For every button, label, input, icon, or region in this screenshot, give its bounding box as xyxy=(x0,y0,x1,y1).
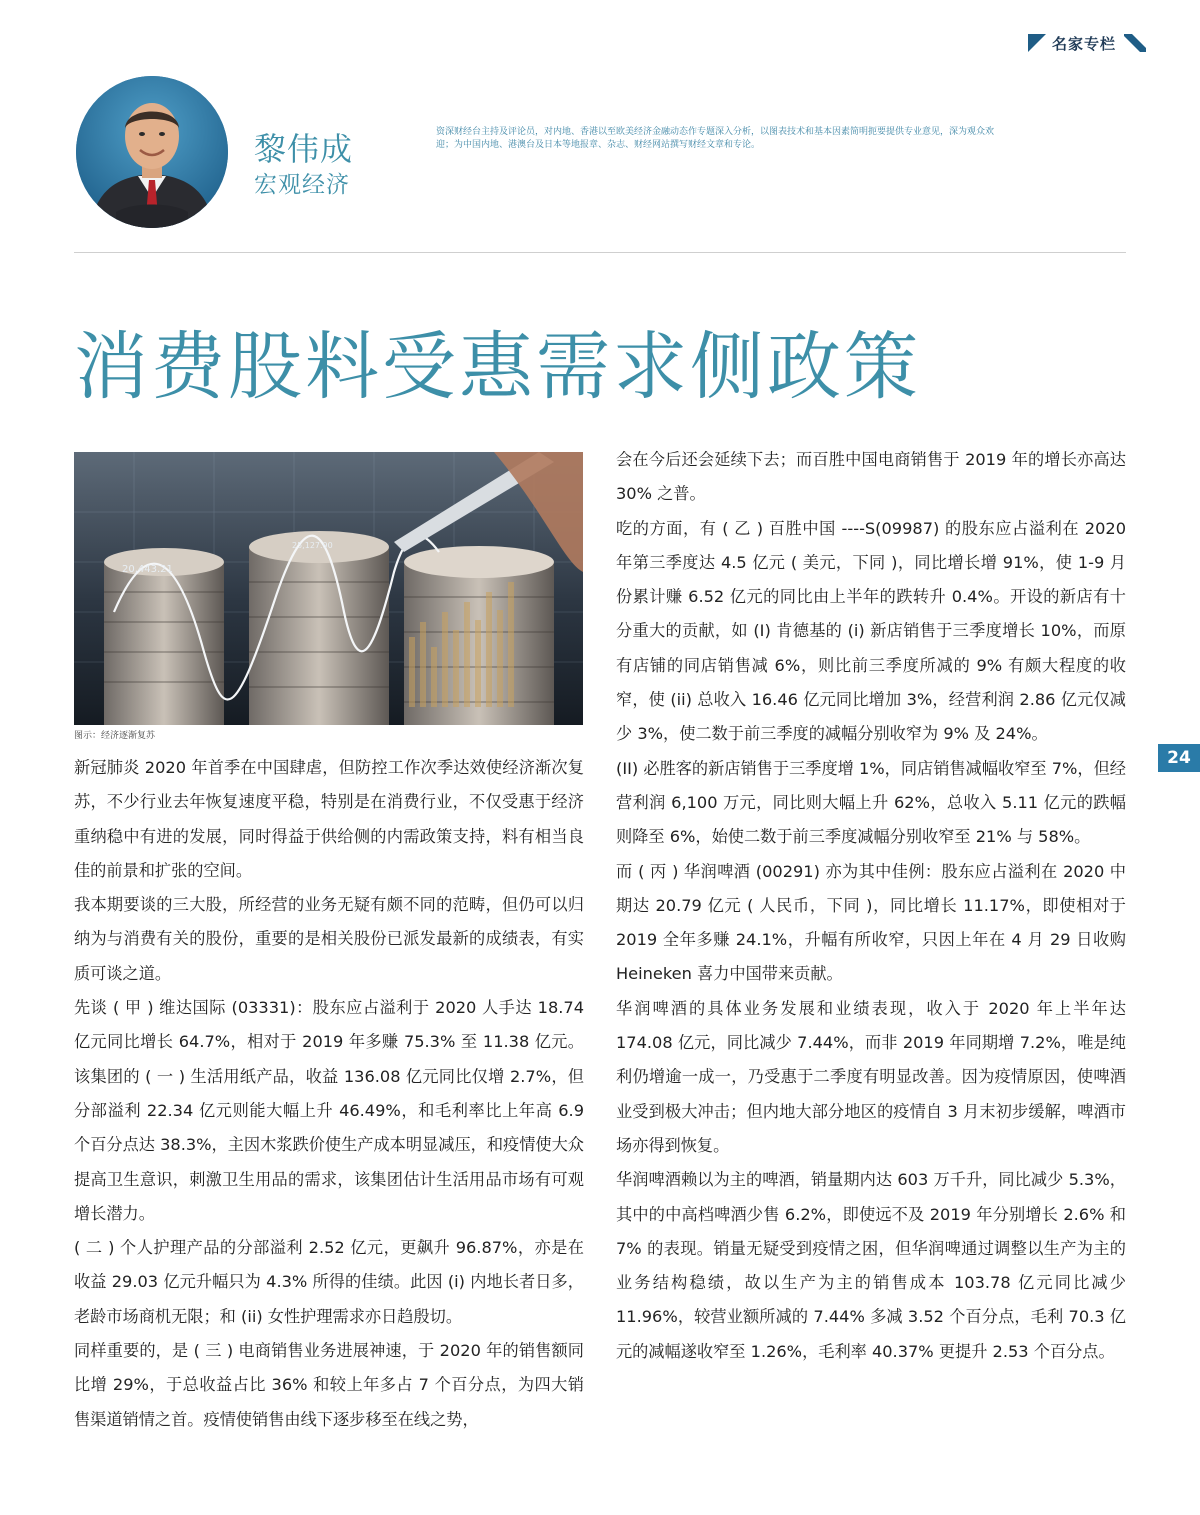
paragraph: 华润啤酒的具体业务发展和业绩表现，收入于 2020 年上半年达 174.08 亿元，同比减少 7.44%，而非 2019 年同期增 7.2%，唯是纯利仍增逾一成一，乃受惠于二季度有明显改善。因为疫情原因，使啤酒业受到极大冲击；但内地大部分地区的疫情自 3 月末初步缓解，啤酒市场亦得到恢复。 xyxy=(616,998,1126,1155)
paragraph: 而 ( 丙 ) 华润啤酒 (00291) 亦为其中佳例：股东应占溢利在 2020 中期达 20.79 亿元 ( 人民币，下同 )，同比增长 11.17%，即使相对于 2019 全年多赚 24.1%，升幅有所收窄，只因上年在 4 月 29 日收购 Heineken 喜力中国带来贡献。 xyxy=(616,861,1126,984)
author-field: 宏观经济 xyxy=(254,172,350,198)
paragraph: 华润啤酒赖以为主的啤酒，销量期内达 603 万千升，同比减少 5.3%，其中的中高档啤酒少售 6.2%，即使远不及 2019 年分别增长 2.6% 和 7% 的表现。销量无疑受到疫情之困，但华润啤通过调整以生产为主的业务结构稳绩，故以生产为主的销售成本 103.78 亿元同比减少 11.96%，较营业额所减的 7.44% 多减 3.52 个百分点，毛利 70.3 亿元的减幅遂收窄至 1.26%，毛利率 40.37% 更提升 2.53 个百分点。 xyxy=(616,1170,1126,1361)
coins-chart-illustration xyxy=(74,452,583,725)
paragraph: 先谈 ( 甲 ) 维达国际 (03331)：股东应占溢利于 2020 人手达 18.74 亿元同比增长 64.7%，相对于 2019 年多赚 75.3% 至 11.38 亿元。该集团的 ( 一 ) 生活用纸产品，收益 136.08 亿元同比仅增 2.7%，但分部溢利 22.34 亿元则能大幅上升 46.49%，和毛利率比上年高 6.9 个百分点达 38.3%，主因木浆跌价使生产成本明显减压，和疫情使大众提高卫生意识，刺激卫生用品的需求，该集团估计生活用品市场有可观增长潜力。 xyxy=(74,998,584,1223)
column-badge xyxy=(1028,32,1146,56)
article-column-right xyxy=(616,443,1126,1369)
paragraph: 新冠肺炎 2020 年首季在中国肆虐，但防控工作次季达效使经济渐次复苏，不少行业去年恢复速度平稳，特别是在消费行业，不仅受惠于经济重纳稳中有进的发展，同时得益于供给侧的内需政策支持，料有相当良佳的前景和扩张的空间。 xyxy=(74,758,584,880)
author-bio: 资深财经台主持及评论员，对内地、香港以至欧美经济金融动态作专题深入分析，以图表技术和基本因素简明扼要提供专业意见，深为观众欢迎；为中国内地、港澳台及日本等地报章、杂志、财经网站撰写财经文章和专论。 xyxy=(436,127,995,150)
author-portrait xyxy=(76,76,228,228)
badge-left-mark xyxy=(1028,34,1046,52)
article-photo xyxy=(74,452,583,725)
column-label: 名家专栏 xyxy=(1052,35,1117,53)
photo-caption: 图示：经济逐渐复苏 xyxy=(74,731,156,741)
paragraph: 我本期要谈的三大股，所经营的业务无疑有颇不同的范畴，但仍可以归纳为与消费有关的股份，重要的是相关股份已派发最新的成绩表，有实质可谈之道。 xyxy=(74,895,584,983)
badge-right-mark xyxy=(1124,34,1146,52)
author-name: 黎伟成 xyxy=(254,130,354,168)
photo-number-2: 25,127.90 xyxy=(292,541,333,550)
article-title: 消费股料受惠需求侧政策 xyxy=(74,324,921,410)
page-number: 24 xyxy=(1158,744,1200,772)
paragraph: (II) 必胜客的新店销售于三季度增 1%，同店销售减幅收窄至 7%，但经营利润 6,100 万元，同比则大幅上升 62%，总收入 5.11 亿元的跌幅则降至 6%，始使二数于前三季度减幅分别收窄至 21% 与 58%。 xyxy=(616,758,1126,847)
header-divider xyxy=(74,252,1126,253)
photo-number-1: 20,443.21 xyxy=(122,564,173,575)
paragraph: 吃的方面，有 ( 乙 ) 百胜中国 ----S(09987) 的股东应占溢利在 2020 年第三季度达 4.5 亿元 ( 美元，下同 )，同比增长增 91%，使 1-9 月份累计赚 6.52 亿元的同比由上半年的跌转升 0.4%。开设的新店有十分重大的贡献，如 (I) 肯德基的 (i) 新店销售于三季度增长 10%，而原有店铺的同店销售减 6%，则比前三季度所减的 9% 有颇大程度的收窄，使 (ii) 总收入 16.46 亿元同比增加 3%，经营利润 2.86 亿元仅减少 3%，使二数于前三季度的减幅分别收窄为 9% 及 24%。 xyxy=(616,518,1126,744)
paragraph: 会在今后还会延续下去；而百胜中国电商销售于 2019 年的增长亦高达 30% 之普。 xyxy=(616,450,1126,504)
paragraph: ( 二 ) 个人护理产品的分部溢利 2.52 亿元，更飙升 96.87%，亦是在收益 29.03 亿元升幅只为 4.3% 所得的佳绩。此因 (i) 内地长者日多，老龄市场商机无限；和 (ii) 女性护理需求亦日趋殷切。 xyxy=(74,1238,584,1326)
author-avatar xyxy=(76,76,228,228)
article-column-left xyxy=(74,751,584,1437)
paragraph: 同样重要的，是 ( 三 ) 电商销售业务进展神速，于 2020 年的销售额同比增 29%，于总收益占比 36% 和较上年多占 7 个百分点，为四大销售渠道销情之首。疫情使销售由线下逐步移至在线之势， xyxy=(74,1341,584,1429)
